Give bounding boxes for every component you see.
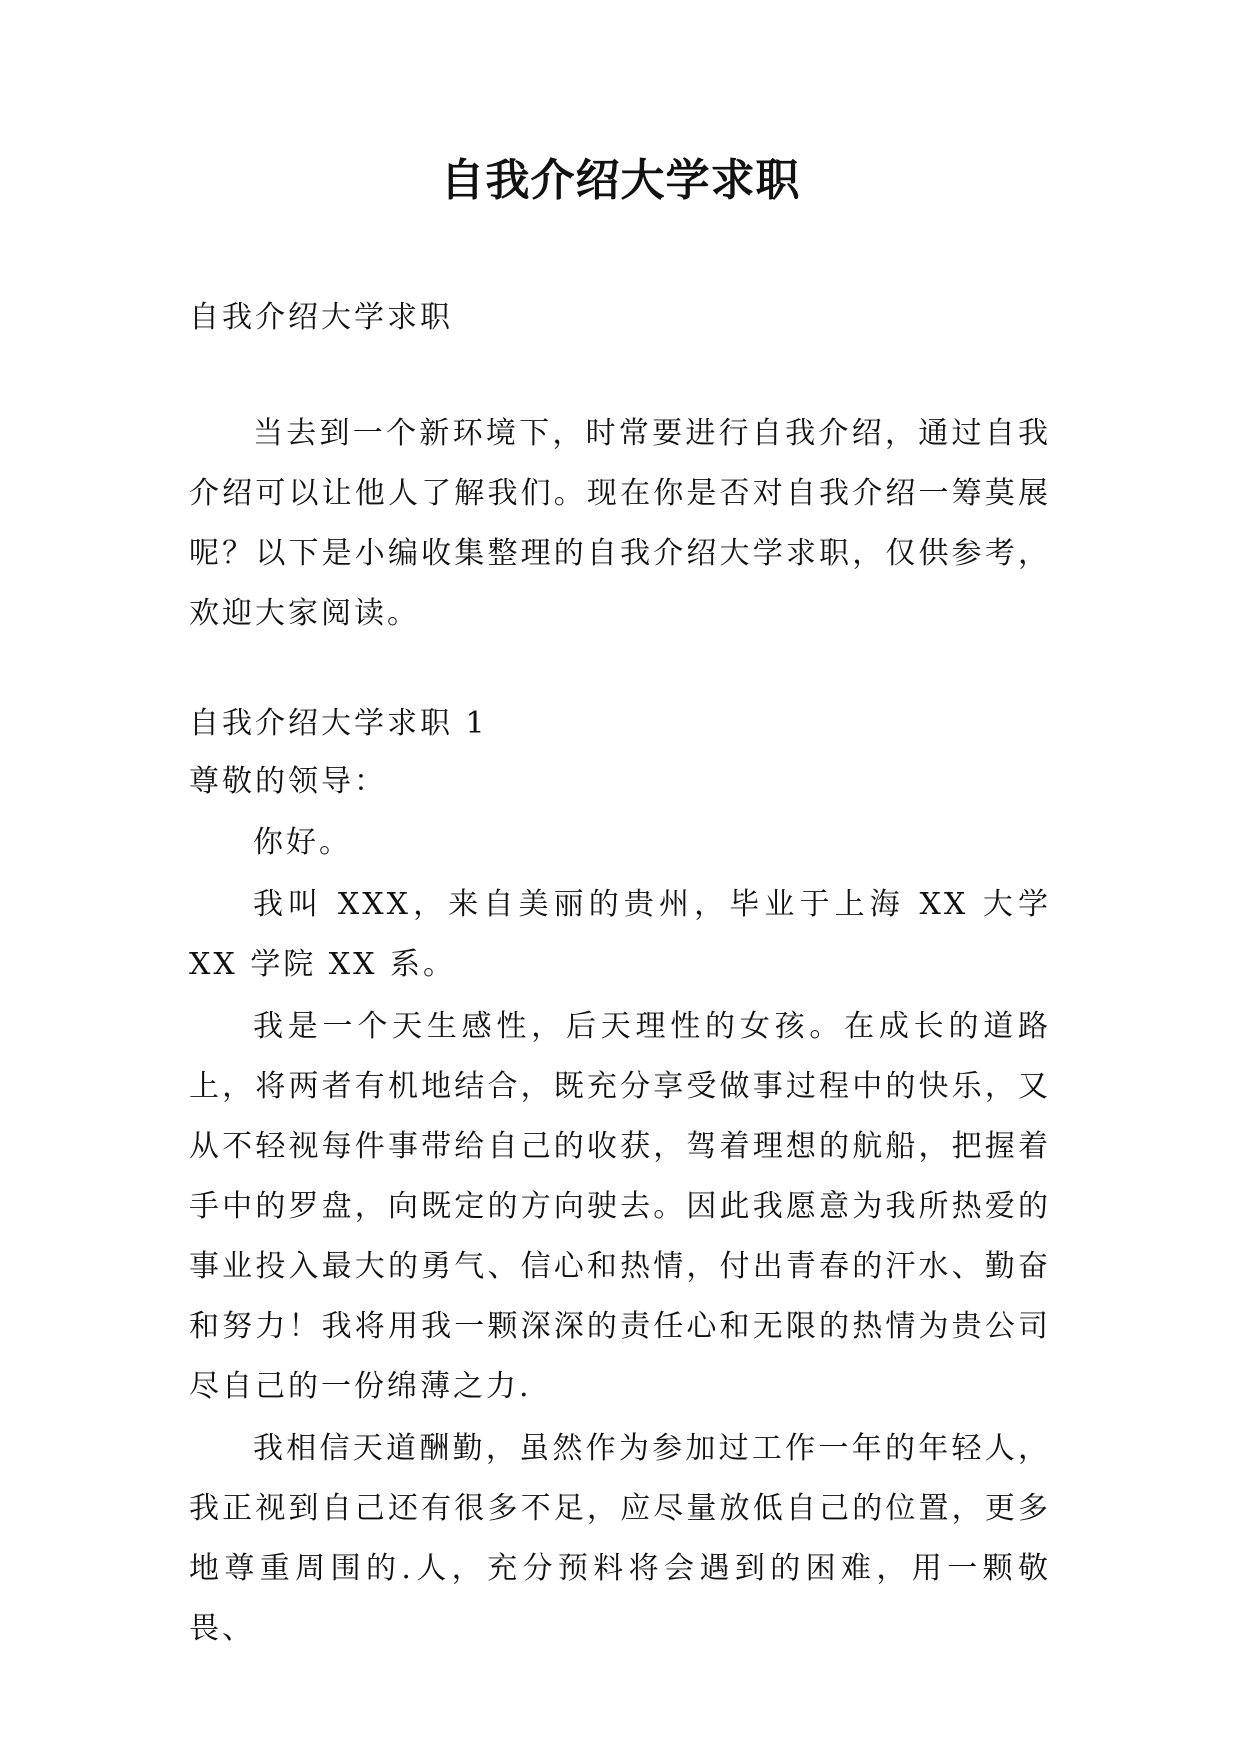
personality-paragraph: 我是一个天生感性，后天理性的女孩。在成长的道路上，将两者有机地结合，既充分享受做事过程中的快乐，又从不轻视每件事带给自己的收获，驾着理想的航船，把握着手中的罗盘，向既定的方向驶去。因此我愿意为我所热爱的事业投入最大的勇气、信心和热情，付出青春的汗水、勤奋和努力！我将用我一颗深深的责任心和无限的热情为贵公司尽自己的一份绵薄之力. <box>189 1009 1051 1404</box>
intro-paragraph: 当去到一个新环境下，时常要进行自我介绍，通过自我介绍可以让他人了解我们。现在你是否对自我介绍一筹莫展呢？以下是小编收集整理的自我介绍大学求职，仅供参考，欢迎大家阅读。 <box>189 416 1051 631</box>
section-heading: 自我介绍大学求职 1 <box>189 706 488 741</box>
introduction-paragraph: 我叫 XXX，来自美丽的贵州，毕业于上海 XX 大学 XX 学院 XX 系。 <box>189 887 1051 982</box>
attitude-paragraph: 我相信天道酬勤，虽然作为参加过工作一年的年轻人，我正视到自己还有很多不足，应尽量放低自己的位置，更多地尊重周围的.人，充分预料将会遇到的困难，用一颗敬畏、 <box>189 1431 1051 1646</box>
document-subtitle: 自我介绍大学求职 <box>189 300 453 335</box>
greeting-paragraph: 你好。 <box>253 825 352 860</box>
letter-section <box>189 695 1051 1659</box>
salutation: 尊敬的领导： <box>189 764 387 799</box>
document-title: 自我介绍大学求职 <box>440 155 801 206</box>
